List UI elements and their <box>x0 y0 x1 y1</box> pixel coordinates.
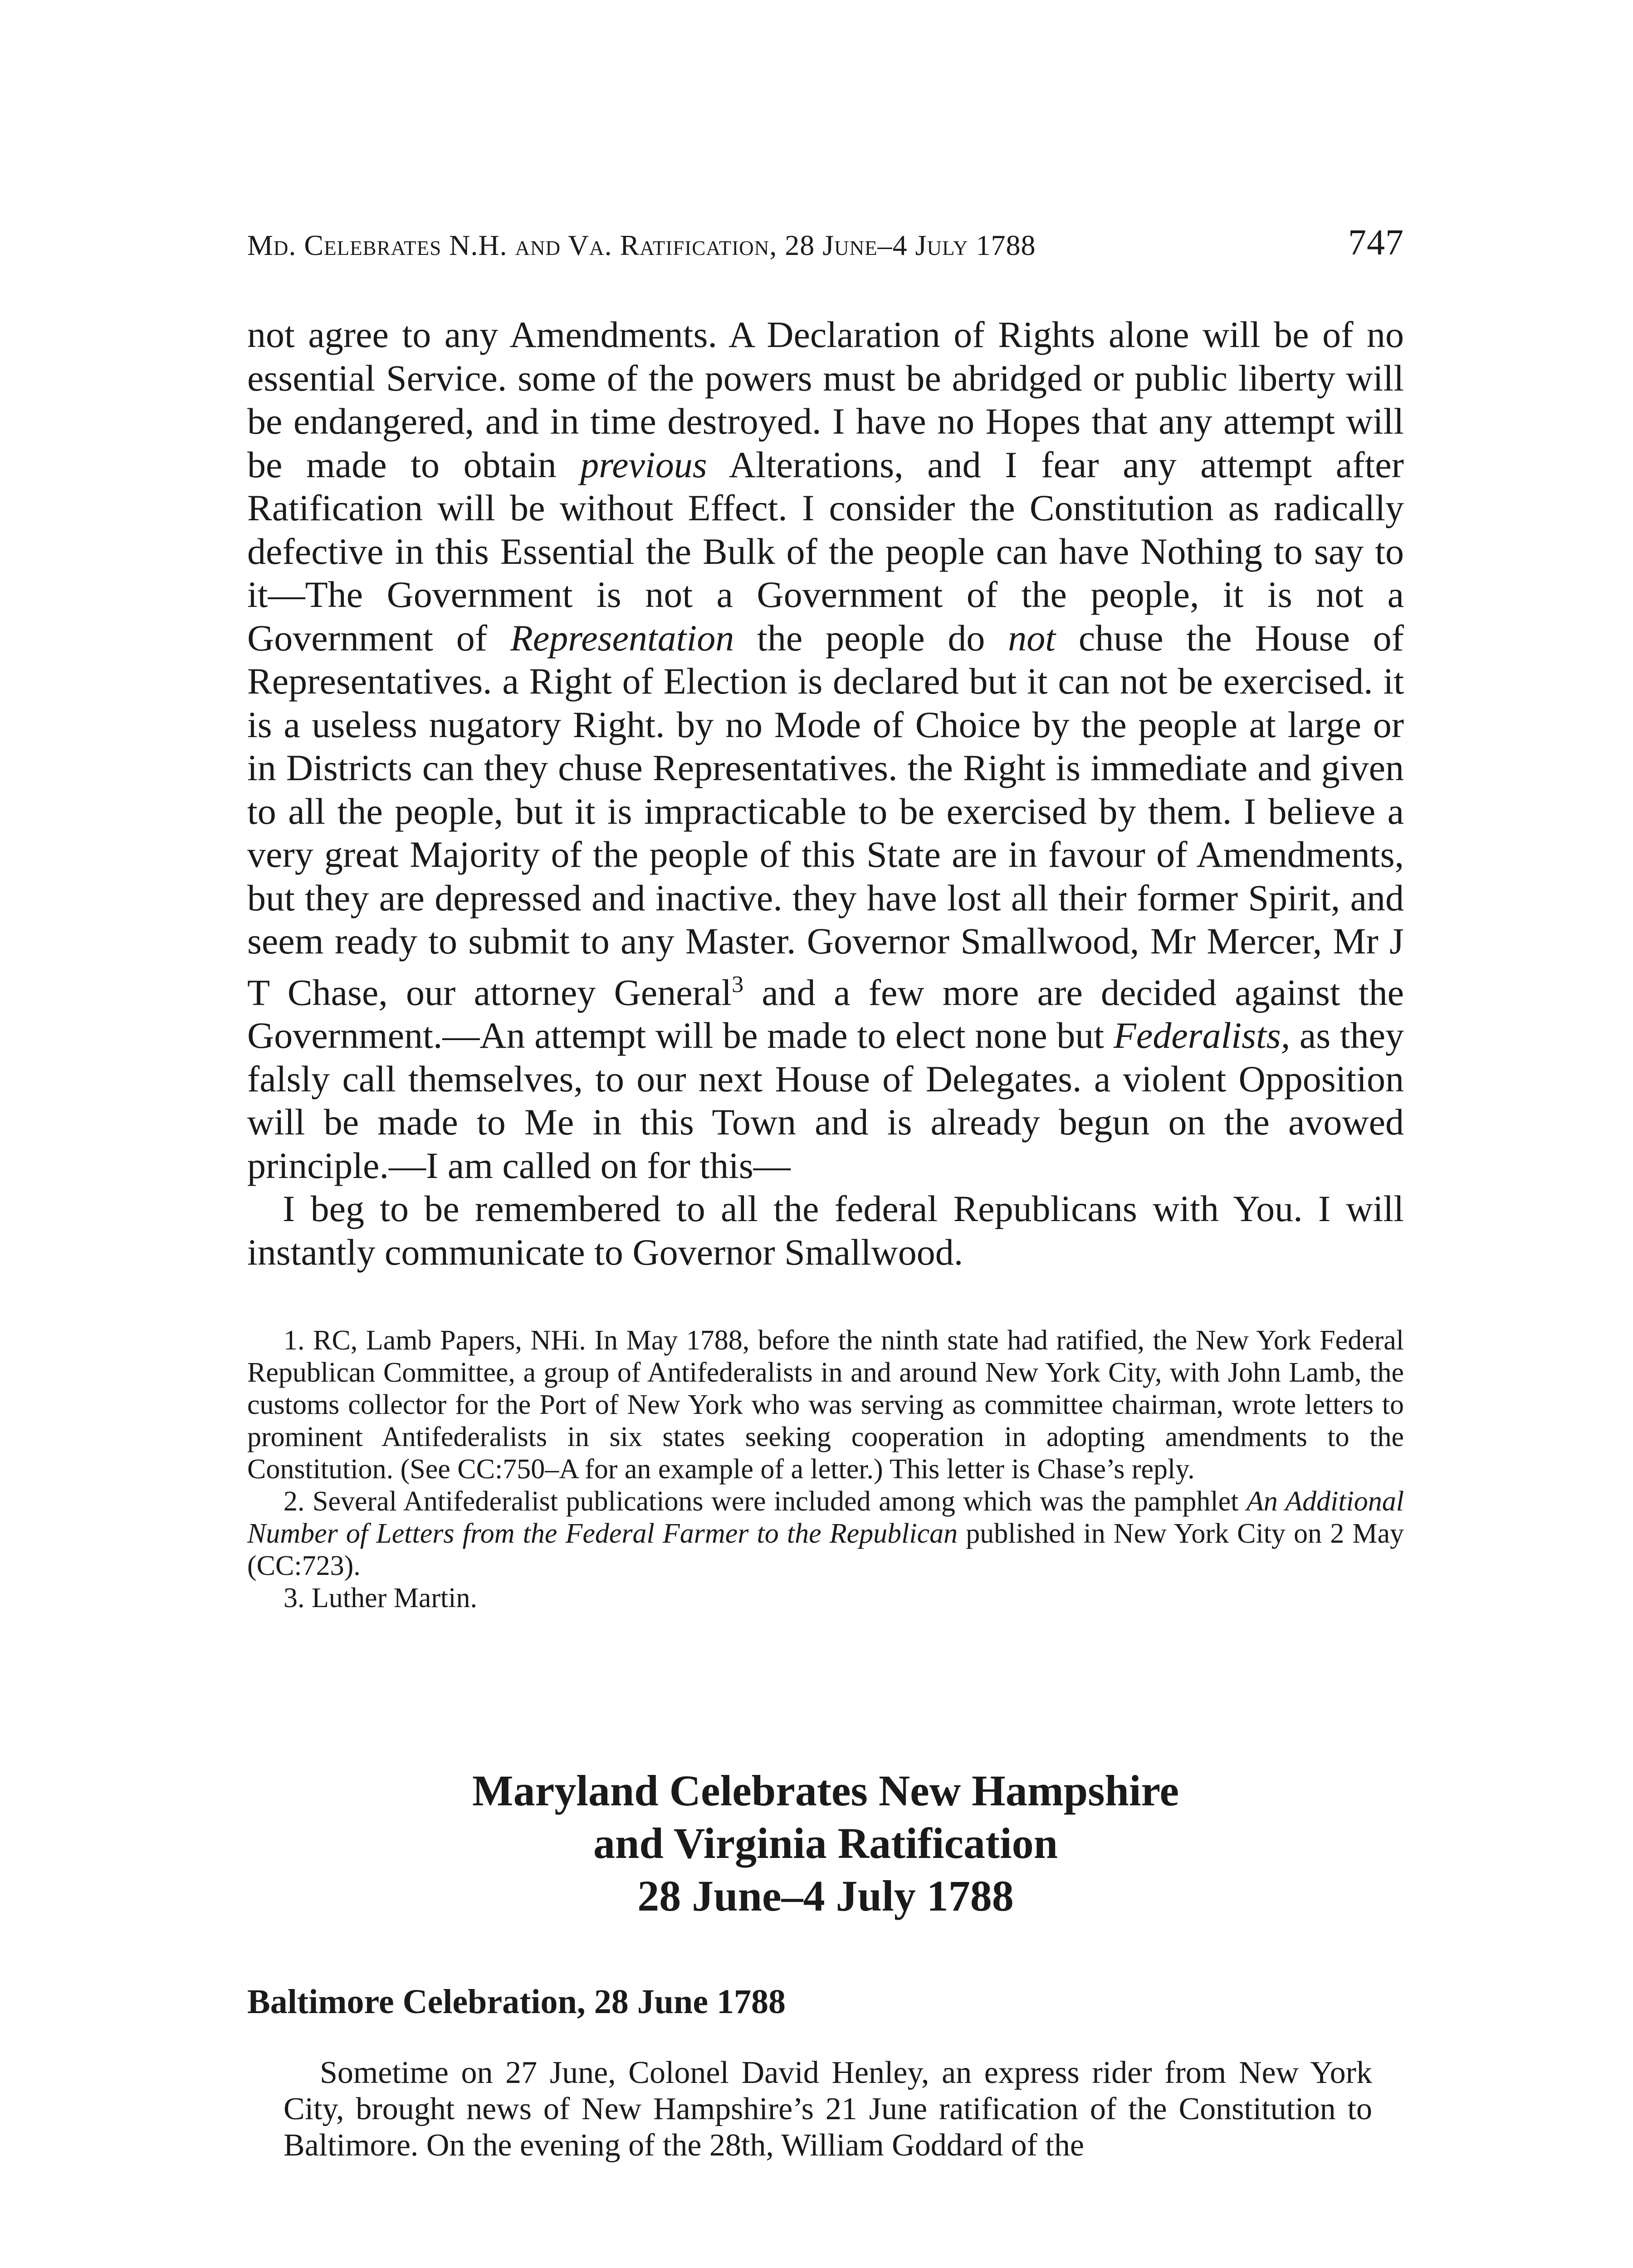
letter-italic-previous: previous <box>580 444 707 485</box>
section-title-line: Maryland Celebrates New Hampshire <box>472 1766 1179 1815</box>
intro-paragraph <box>284 2055 1372 2164</box>
subsection-heading: Baltimore Celebration, 28 June 1788 <box>247 1983 786 2021</box>
letter-text: and a few more are decided against the Government.—An attempt will be made to elect none but <box>247 971 1404 1056</box>
intro-text: Sometime on 27 June, Colonel David Henley, an express rider from New York City, brought news of New Hampshire’s 21 June ratification of the Constitution to Baltimore. On the evening of the 28th, William Goddard of the <box>284 2055 1372 2163</box>
letter-text: the people do <box>734 617 1008 659</box>
letter-body <box>247 313 1404 1274</box>
footnote-text: published in New York City on 2 May (CC:723). <box>247 1518 1404 1581</box>
letter-text: Alterations, and I fear any attempt after Ratification will be without Effect. I consider the Constitution as radically defective in this Essential the Bulk of the people can have Nothing to say to it—The Government is not a Government of the people, it is not a Government of <box>247 444 1404 659</box>
letter-text: chuse the House of Representatives. a Right of Election is declared but it can not be exercised. it is a useless nugatory Right. by no Mode of Choice by the people at large or in Districts can they chuse Representatives. the Right is immediate and given to all the people, but it is impracticable to be exercised by them. I believe a very great Majority of the people of this State are in favour of Amendments, but they are depressed and inactive. they have lost all their former Spirit, and seem ready to submit to any Master. Governor Smallwood, Mr Mercer, Mr J T Chase, our attorney General <box>247 617 1404 1013</box>
letter-closing-paragraph: I beg to be remembered to all the federal Republicans with You. I will instantly communicate to Governor Smallwood. <box>247 1188 1404 1273</box>
running-head-title: Md. Celebrates N.H. and Va. Ratification, 28 June–4 July 1788 <box>247 229 1036 261</box>
footnote-ref-3: 3 <box>732 971 744 997</box>
letter-paragraph <box>247 313 1404 1187</box>
section-title-line: 28 June–4 July 1788 <box>637 1872 1014 1920</box>
footnote-1: 1. RC, Lamb Papers, NHi. In May 1788, before the ninth state had ratified, the New York Federal Republican Committee, a group of Antifederalists in and around New York City, with John Lamb, the customs collector for the Port of New York who was serving as committee chairman, wrote letters to prominent Antifederalists in six states seeking cooperation in adopting amendments to the Constitution. (See CC:750–A for an example of a letter.) This letter is Chase’s reply. <box>247 1325 1404 1485</box>
page-number: 747 <box>1348 223 1404 263</box>
letter-text: not agree to any Amendments. A Declaration of Rights alone will be of no essential Service. some of the powers must be abridged or public liberty will be endangered, and in time destroyed. I have no Hopes that any attempt will be made to obtain <box>247 314 1404 485</box>
footnote-text: 2. Several Antifederalist publications were included among which was the pamphlet <box>284 1486 1247 1517</box>
section-title-line: and Virginia Ratification <box>593 1819 1058 1867</box>
section-title <box>247 1765 1404 1922</box>
footnote-2 <box>247 1486 1404 1582</box>
letter-text: as they falsly call themselves, to our next House of Delegates. a violent Opposition will be made to Me in this Town and is already begun on the avowed principle.—I am called on for this— <box>247 1015 1404 1186</box>
letter-italic-representation: Representation <box>510 617 734 659</box>
letter-italic-not: not <box>1008 617 1056 659</box>
footnotes <box>247 1325 1404 1614</box>
running-head <box>247 222 1404 272</box>
footnote-3: 3. Luther Martin. <box>284 1583 478 1613</box>
letter-italic-federalists: Federalists, <box>1113 1015 1291 1056</box>
footnote-italic-title: An Additional Number of Letters from the Federal Farmer to the Republican <box>247 1486 1404 1549</box>
